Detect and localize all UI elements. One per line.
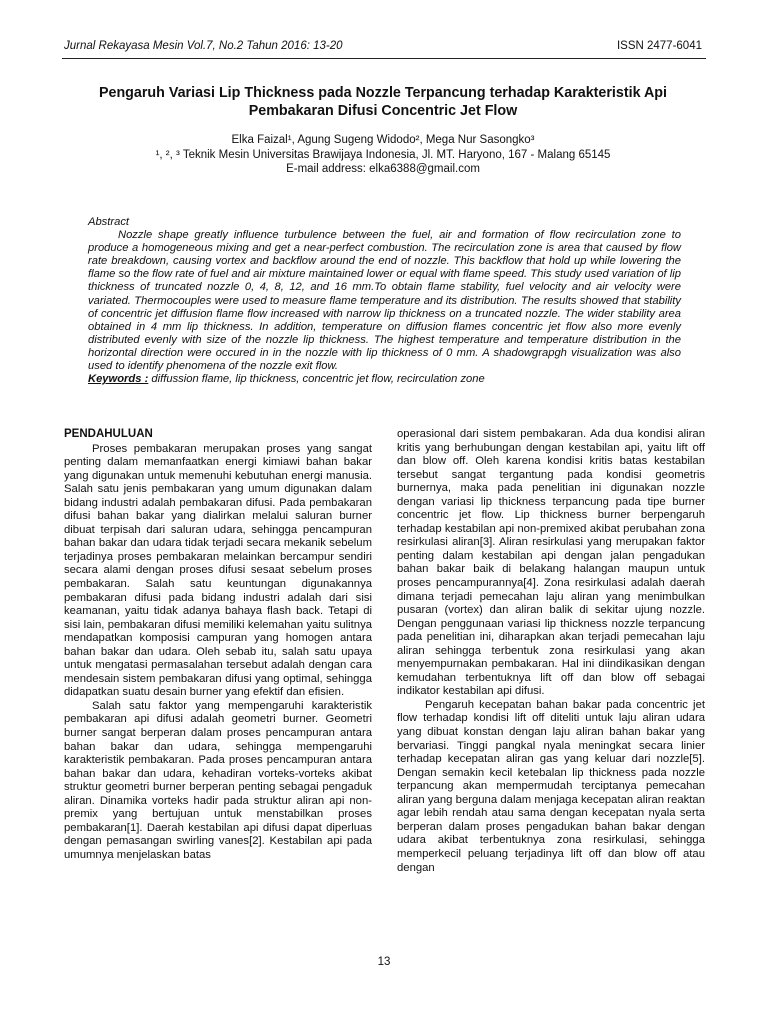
section-heading: PENDAHULUAN (64, 428, 153, 440)
keywords-line (88, 373, 681, 386)
abstract-block (88, 216, 681, 386)
author-email: E-mail address: elka6388@gmail.com (286, 163, 480, 175)
journal-header (64, 40, 702, 52)
keywords-label: Keywords : (88, 373, 149, 386)
author-block (64, 133, 702, 177)
body-paragraph: Proses pembakaran merupakan proses yang sangat penting dalam memanfaatkan energi kimiawi bahan bakar yang digunakan untuk memenuhi kebutuhan energi manusia. Salah satu jenis pembakaran yang umum digunakan dalam bidang industri adalah pembakaran difusi. Pada pembakaran difusi bahan bakar yang dialirkan melalui saluran burner dibuat terpisah dari saluran udara, sehingga pencampuran bahan bakar dan udara tidak terjadi secara mekanik sebelum terjadinya proses pembakaran melainkan bercampur sendiri secara alami dengan proses difusi sesaat sebelum proses pembakaran. Salah satu keuntungan digunakannya pembakaran difusi pada bidang industri adalah dari sisi keamanan, yaitu tidak adanya bahaya flash back. Tetapi di sisi lain, pembakaran difusi memiliki kelemahan yaitu sulitnya mendapatkan komposisi campuran yang homogen antara bahan bakar dan udara. Oleh sebab itu, salah satu upaya untuk mengatasi permasalahan tersebut adalah dengan cara mendesain sistem pembakaran difusi yang optimal, sehingga didapatkan suatu desain burner yang efektif dan efisien. (64, 442, 372, 699)
abstract-label: Abstract (88, 216, 130, 228)
right-column (397, 428, 705, 875)
author-affiliation: ¹, ², ³ Teknik Mesin Universitas Brawijaya Indonesia, Jl. MT. Haryono, 167 - Malang 65145 (155, 148, 611, 161)
page-number: 13 (377, 956, 391, 968)
keywords-text: diffussion flame, lip thickness, concentric jet flow, recirculation zone (151, 373, 485, 386)
abstract-body: Nozzle shape greatly influence turbulence between the fuel, air and formation of flow recirculation zone to produce a homogeneous mixing and get a near-perfect combustion. The recirculation zone is area that caused by flow rate breakdown, causing vortex and backflow around the end of nozzle. This backflow that hold up while lowering the flame so the flow rate of fuel and air mixture maintained lower or equal with flame speed. This study used variation of lip thickness of truncated nozzle 0, 4, 8, 12, and 16 mm.To obtain flame stability, fuel velocity and air velocity were variated. Thermocouples were used to measure flame temperature and its distribution. The results showed that stability of concentric jet diffusion flame flow increased with narrow lip thickness on a truncated nozzle. The wider stability area obtained in 4 mm lip thickness. In addition, temperature on diffusion flames concentric jet flow also more evenly distributed evenly with size of the nozzle lip thickness. The highest temperature and temperature distribution in the horizontal direction were occured in in the nozzle with lip thickness of 0 mm. A shadowgrapgh visualization was also used to identify phenomena of the nozzle exit flow. (88, 229, 681, 373)
author-names: Elka Faizal¹, Agung Sugeng Widodo², Mega Nur Sasongko³ (231, 134, 535, 146)
journal-citation: Jurnal Rekayasa Mesin Vol.7, No.2 Tahun 2016: 13-20 (64, 40, 343, 52)
paper-title: Pengaruh Variasi Lip Thickness pada Nozzle Terpancung terhadap Karakteristik Api Pembakaran Difusi Concentric Jet Flow (98, 85, 668, 119)
left-column (64, 428, 372, 863)
body-paragraph: operasional dari sistem pembakaran. Ada dua kondisi aliran kritis yang berhubungan dengan kestabilan api, yaitu lift off dan blow off. Oleh karena kondisi kritis batas kestabilan tersebut sangat tergantung pada kondisi geometris burnernya, maka pada penelitian ini digunakan nozzle dengan variasi lip thickness terpancung pada tipe burner concentric jet flow. Lip thickness burner berpengaruh terhadap kestabilan api non-premixed akibat perubahan zona resirkulasi aliran[3]. Aliran resirkulasi yang merupakan faktor penting dalam kestabilan api dengan jalan pengadukan bahan bakar baik di belakang halangan maupun untuk proses pencampurannya[4]. Zona resirkulasi adalah daerah dimana terjadi pemecahan laju aliran yang menimbulkan pusaran (vortex) dan aliran balik di sekitar ujung nozzle. Dengan penggunaan variasi lip thickness nozzle terpancung pada penelitian ini, diharapkan akan terjadi pemecahan laju aliran sehingga terbentuk zona resirkulasi yang akan menyempurnakan pembakaran. Hal ini diindikasikan dengan kemudahan terbentuknya lift off dan blow off sebagai indikator kestabilan api difusi. (397, 428, 705, 698)
body-paragraph: Pengaruh kecepatan bahan bakar pada concentric jet flow terhadap kondisi lift off diteliti untuk laju aliran udara yang dibuat konstan dengan laju aliran bahan bakar yang bervariasi. Tinggi pangkal nyala meningkat secara linier terhadap kecepatan aliran gas yang keluar dari nozzle[5]. Dengan semakin kecil ketebalan lip thickness pada nozzle terpancung akan mempermudah terciptanya pemecahan aliran yang berguna dalam menjaga kecepatan aliran reaktan agar lebih rendah atau sama dengan kecepatan nyala serta berperan dalam proses pengadukan bahan bakar dengan udara akibat terbentuknya zona resirkulasi, sehingga memperkecil peluang terjadinya lift off dan blow off atau dengan (397, 698, 705, 874)
body-paragraph: Salah satu faktor yang mempengaruhi karakteristik pembakaran api difusi adalah geometri burner. Geometri burner sangat berperan dalam proses pencampuran antara bahan bakar dan udara, sehingga mempengaruhi karakteristik pembakaran. Pada proses pencampuran antara bahan bakar dan udara, kehadiran vorteks-vorteks akibat struktur geometri burner berperan penting sebagai pengaduk aliran. Dinamika vorteks hadir pada struktur aliran api non-premix yang bertujuan untuk menstabilkan proses pembakaran[1]. Daerah kestabilan api difusi dapat diperluas dengan pemasangan swirling vanes[2]. Kestabilan api pada umumnya menjelaskan batas (64, 699, 372, 861)
header-rule (62, 58, 706, 59)
issn: ISSN 2477-6041 (616, 40, 702, 52)
